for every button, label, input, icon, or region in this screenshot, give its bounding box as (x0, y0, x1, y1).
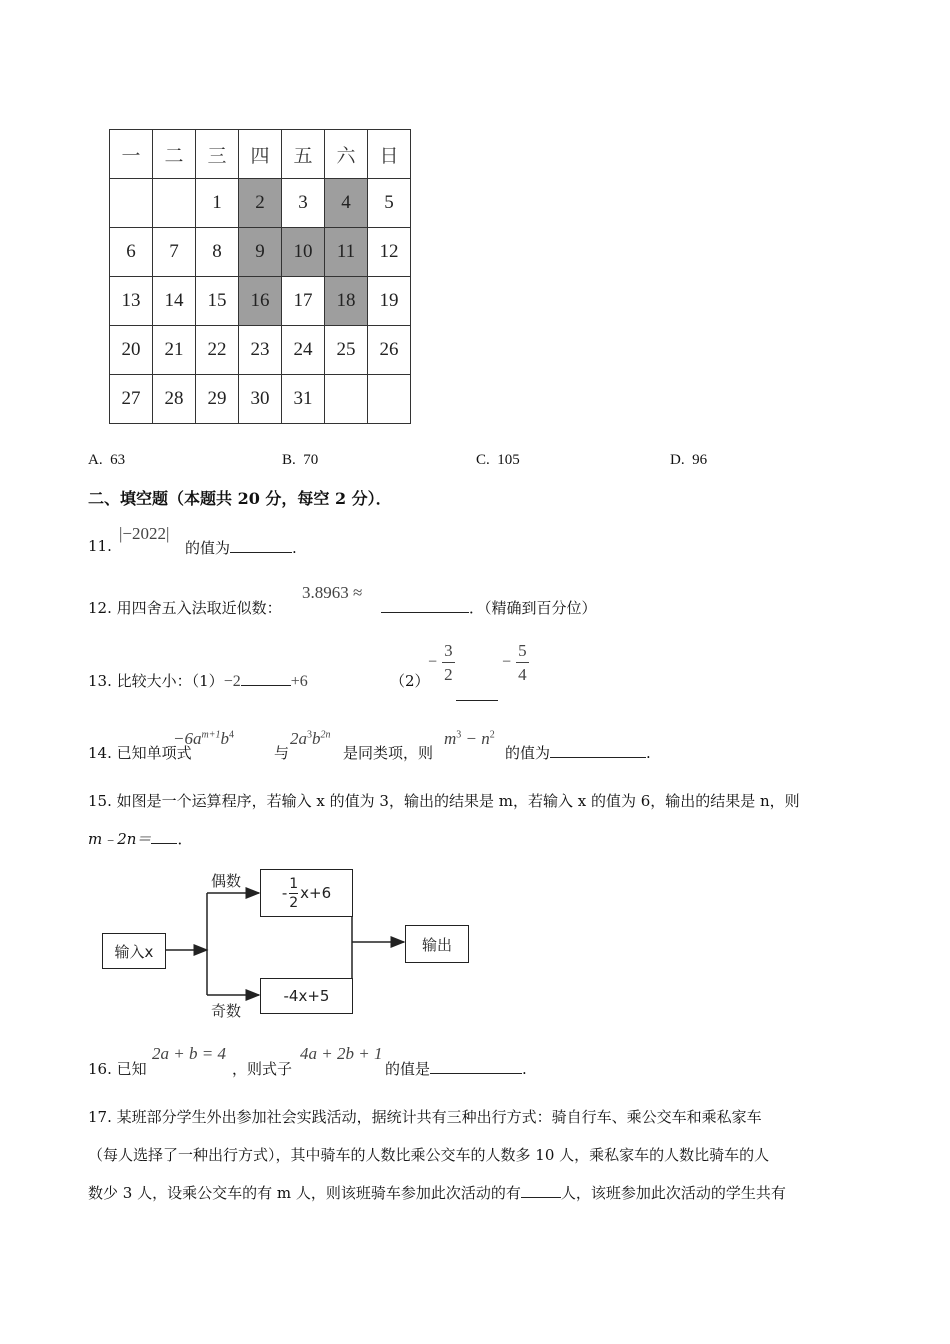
calendar-day-cell: 21 (153, 326, 196, 375)
question-12-expression: 3.8963 ≈ (302, 583, 363, 602)
expr-m-exp: 3 (456, 729, 462, 741)
calendar-day-cell: 20 (110, 326, 153, 375)
flow-odd-label: 奇数 (211, 1002, 242, 1020)
question-14-middle: 是同类项，则 (343, 744, 434, 762)
monomial-2-exp-b: 2n (320, 729, 331, 741)
flow-output-box: 输出 (405, 925, 469, 963)
minus-sign: − (502, 653, 512, 671)
expr-n: − n (461, 729, 490, 748)
question-16-prompt: 已知 (116, 1060, 147, 1078)
expr-n-exp: 2 (489, 729, 495, 741)
flow-even-box (260, 869, 353, 917)
fraction-numerator: 5 (518, 641, 527, 660)
question-16-end: . (522, 1060, 527, 1078)
question-14-number: 14. (88, 744, 112, 762)
question-13-left-value: −2 (223, 673, 241, 690)
answer-blank[interactable] (430, 1073, 522, 1074)
answer-blank[interactable] (521, 1197, 561, 1198)
question-17-text-1: 某班部分学生外出参加社会实践活动，据统计共有三种出行方式：骑自行车、乘公交车和乘私家车 (116, 1108, 762, 1126)
calendar-day-cell: 15 (196, 277, 239, 326)
calendar-day-cell: 12 (368, 228, 411, 277)
question-14-and: 与 (274, 744, 290, 762)
even-prefix: - (281, 884, 288, 902)
calendar-day-cell: 9 (239, 228, 282, 277)
calendar-day-cell: 28 (153, 375, 196, 424)
even-fraction-numerator: 1 (289, 875, 299, 892)
question-15-end: ． (177, 830, 193, 848)
expr-m: m (444, 729, 457, 748)
monomial-2-exp-a: 3 (307, 729, 312, 741)
question-16-number: 16. (88, 1060, 112, 1078)
question-13-prompt: 比较大小：（1） (116, 672, 224, 690)
calendar-day-cell: 23 (239, 326, 282, 375)
calendar-day-cell: 26 (368, 326, 411, 375)
option-a-label: A. (88, 452, 103, 468)
calendar-day-cell: 8 (196, 228, 239, 277)
question-11-suffix: 的值为 (185, 539, 231, 557)
question-15-expression: m﹣2n＝ (88, 830, 152, 848)
calendar-day-cell: 22 (196, 326, 239, 375)
calendar-weekday: 三 (196, 130, 239, 179)
monomial-1-exp-b: 4 (228, 729, 234, 741)
calendar-day-cell: 16 (239, 277, 282, 326)
calendar-weekday: 二 (153, 130, 196, 179)
calendar-day-cell: 31 (282, 375, 325, 424)
calendar-day-cell: 25 (325, 326, 368, 375)
calendar-day-cell: 11 (325, 228, 368, 277)
question-16-expression-2: 4a + 2b + 1 (300, 1044, 383, 1063)
calendar-weekday: 六 (325, 130, 368, 179)
minus-sign: − (428, 653, 438, 671)
even-fraction (289, 877, 298, 910)
question-16-tail (385, 1058, 527, 1079)
option-b-value: 70 (303, 452, 319, 468)
question-14-suffix: 的值为 (505, 744, 551, 762)
fraction-denominator: 2 (442, 662, 455, 683)
question-16-lead (88, 1058, 147, 1079)
monomial-1-base: −6a (173, 729, 202, 748)
calendar-day-cell: 19 (368, 277, 411, 326)
fraction-numerator: 3 (444, 641, 453, 660)
calendar-day-cell: 17 (282, 277, 325, 326)
calendar-weekday: 五 (282, 130, 325, 179)
calendar-day-cell: 13 (110, 277, 153, 326)
flow-input-box: 输入x (102, 933, 166, 969)
fraction-denominator: 4 (516, 662, 529, 683)
section-heading: 二、填空题（本题共 20 分，每空 2 分）． (88, 489, 392, 508)
question-13-part2: （2） (390, 672, 430, 690)
option-b-label: B. (282, 452, 296, 468)
calendar-weekday: 四 (239, 130, 282, 179)
flow-even-label: 偶数 (211, 872, 242, 890)
question-15-prompt: 如图是一个运算程序，若输入 x 的值为 3，输出的结果是 m，若输入 x 的值为 6，输出的结果是 n，则 (116, 792, 800, 810)
question-17-line-2: （每人选择了一种出行方式），其中骑车的人数比乘公交车的人数多 10 人，乘私家车的人数比骑车的人 (88, 1146, 770, 1164)
question-11-number: 11. (88, 537, 112, 555)
calendar-weekday: 日 (368, 130, 411, 179)
calendar-day-cell: 4 (325, 179, 368, 228)
monomial-2-base: 2a (290, 729, 307, 748)
calendar-day-cell: 2 (239, 179, 282, 228)
calendar-weekday: 一 (110, 130, 153, 179)
question-17-line-3 (88, 1182, 786, 1203)
calendar-day-cell: 27 (110, 375, 153, 424)
calendar-day-cell: 7 (153, 228, 196, 277)
question-17-text-3a: 数少 3 人，设乘公交车的有 m 人，则该班骑车参加此次活动的有 (88, 1184, 521, 1202)
calendar-day-cell: 10 (282, 228, 325, 277)
option-a-value: 63 (110, 452, 126, 468)
question-11-end: . (292, 539, 297, 557)
calendar-day-cell: 6 (110, 228, 153, 277)
monomial-1-b: b (220, 729, 229, 748)
calendar-day-cell: 3 (282, 179, 325, 228)
question-13-number: 13. (88, 672, 112, 690)
option-c-value: 105 (497, 452, 520, 468)
question-16-middle: ，则式子 (232, 1060, 293, 1078)
option-c-label: C. (476, 452, 490, 468)
even-suffix: x+6 (300, 884, 332, 902)
question-14-prompt: 已知单项式 (116, 744, 192, 762)
even-fraction-denominator: 2 (289, 894, 299, 911)
question-12-end: ．（精确到百分位） (469, 599, 597, 617)
monomial-2-b: b (312, 729, 321, 748)
question-16-suffix: 的值是 (385, 1060, 431, 1078)
question-17-line-1 (88, 1106, 762, 1127)
calendar-day-cell: 18 (325, 277, 368, 326)
calendar-day-cell: 14 (153, 277, 196, 326)
flow-odd-box: -4x+5 (260, 978, 353, 1014)
option-d-value: 96 (692, 452, 708, 468)
question-13-right-value: +6 (290, 673, 308, 690)
question-17-number: 17. (88, 1108, 112, 1126)
calendar-day-cell: 1 (196, 179, 239, 228)
option-d-label: D. (670, 452, 685, 468)
calendar-day-cell: 24 (282, 326, 325, 375)
calendar-day-cell: 5 (368, 179, 411, 228)
monomial-1-exp-a: m+1 (201, 729, 221, 741)
calendar-day-cell: 30 (239, 375, 282, 424)
question-17-text-3b: 人，该班参加此次活动的学生共有 (560, 1184, 786, 1202)
question-11-expression: |−2022| (119, 524, 170, 543)
question-15-number: 15. (88, 792, 112, 810)
question-12-prompt: 用四舍五入法取近似数： (116, 599, 282, 617)
question-16-expression-1: 2a + b = 4 (152, 1044, 226, 1063)
question-12-number: 12. (88, 599, 112, 617)
question-14-end: . (646, 744, 651, 762)
calendar-day-cell: 29 (196, 375, 239, 424)
